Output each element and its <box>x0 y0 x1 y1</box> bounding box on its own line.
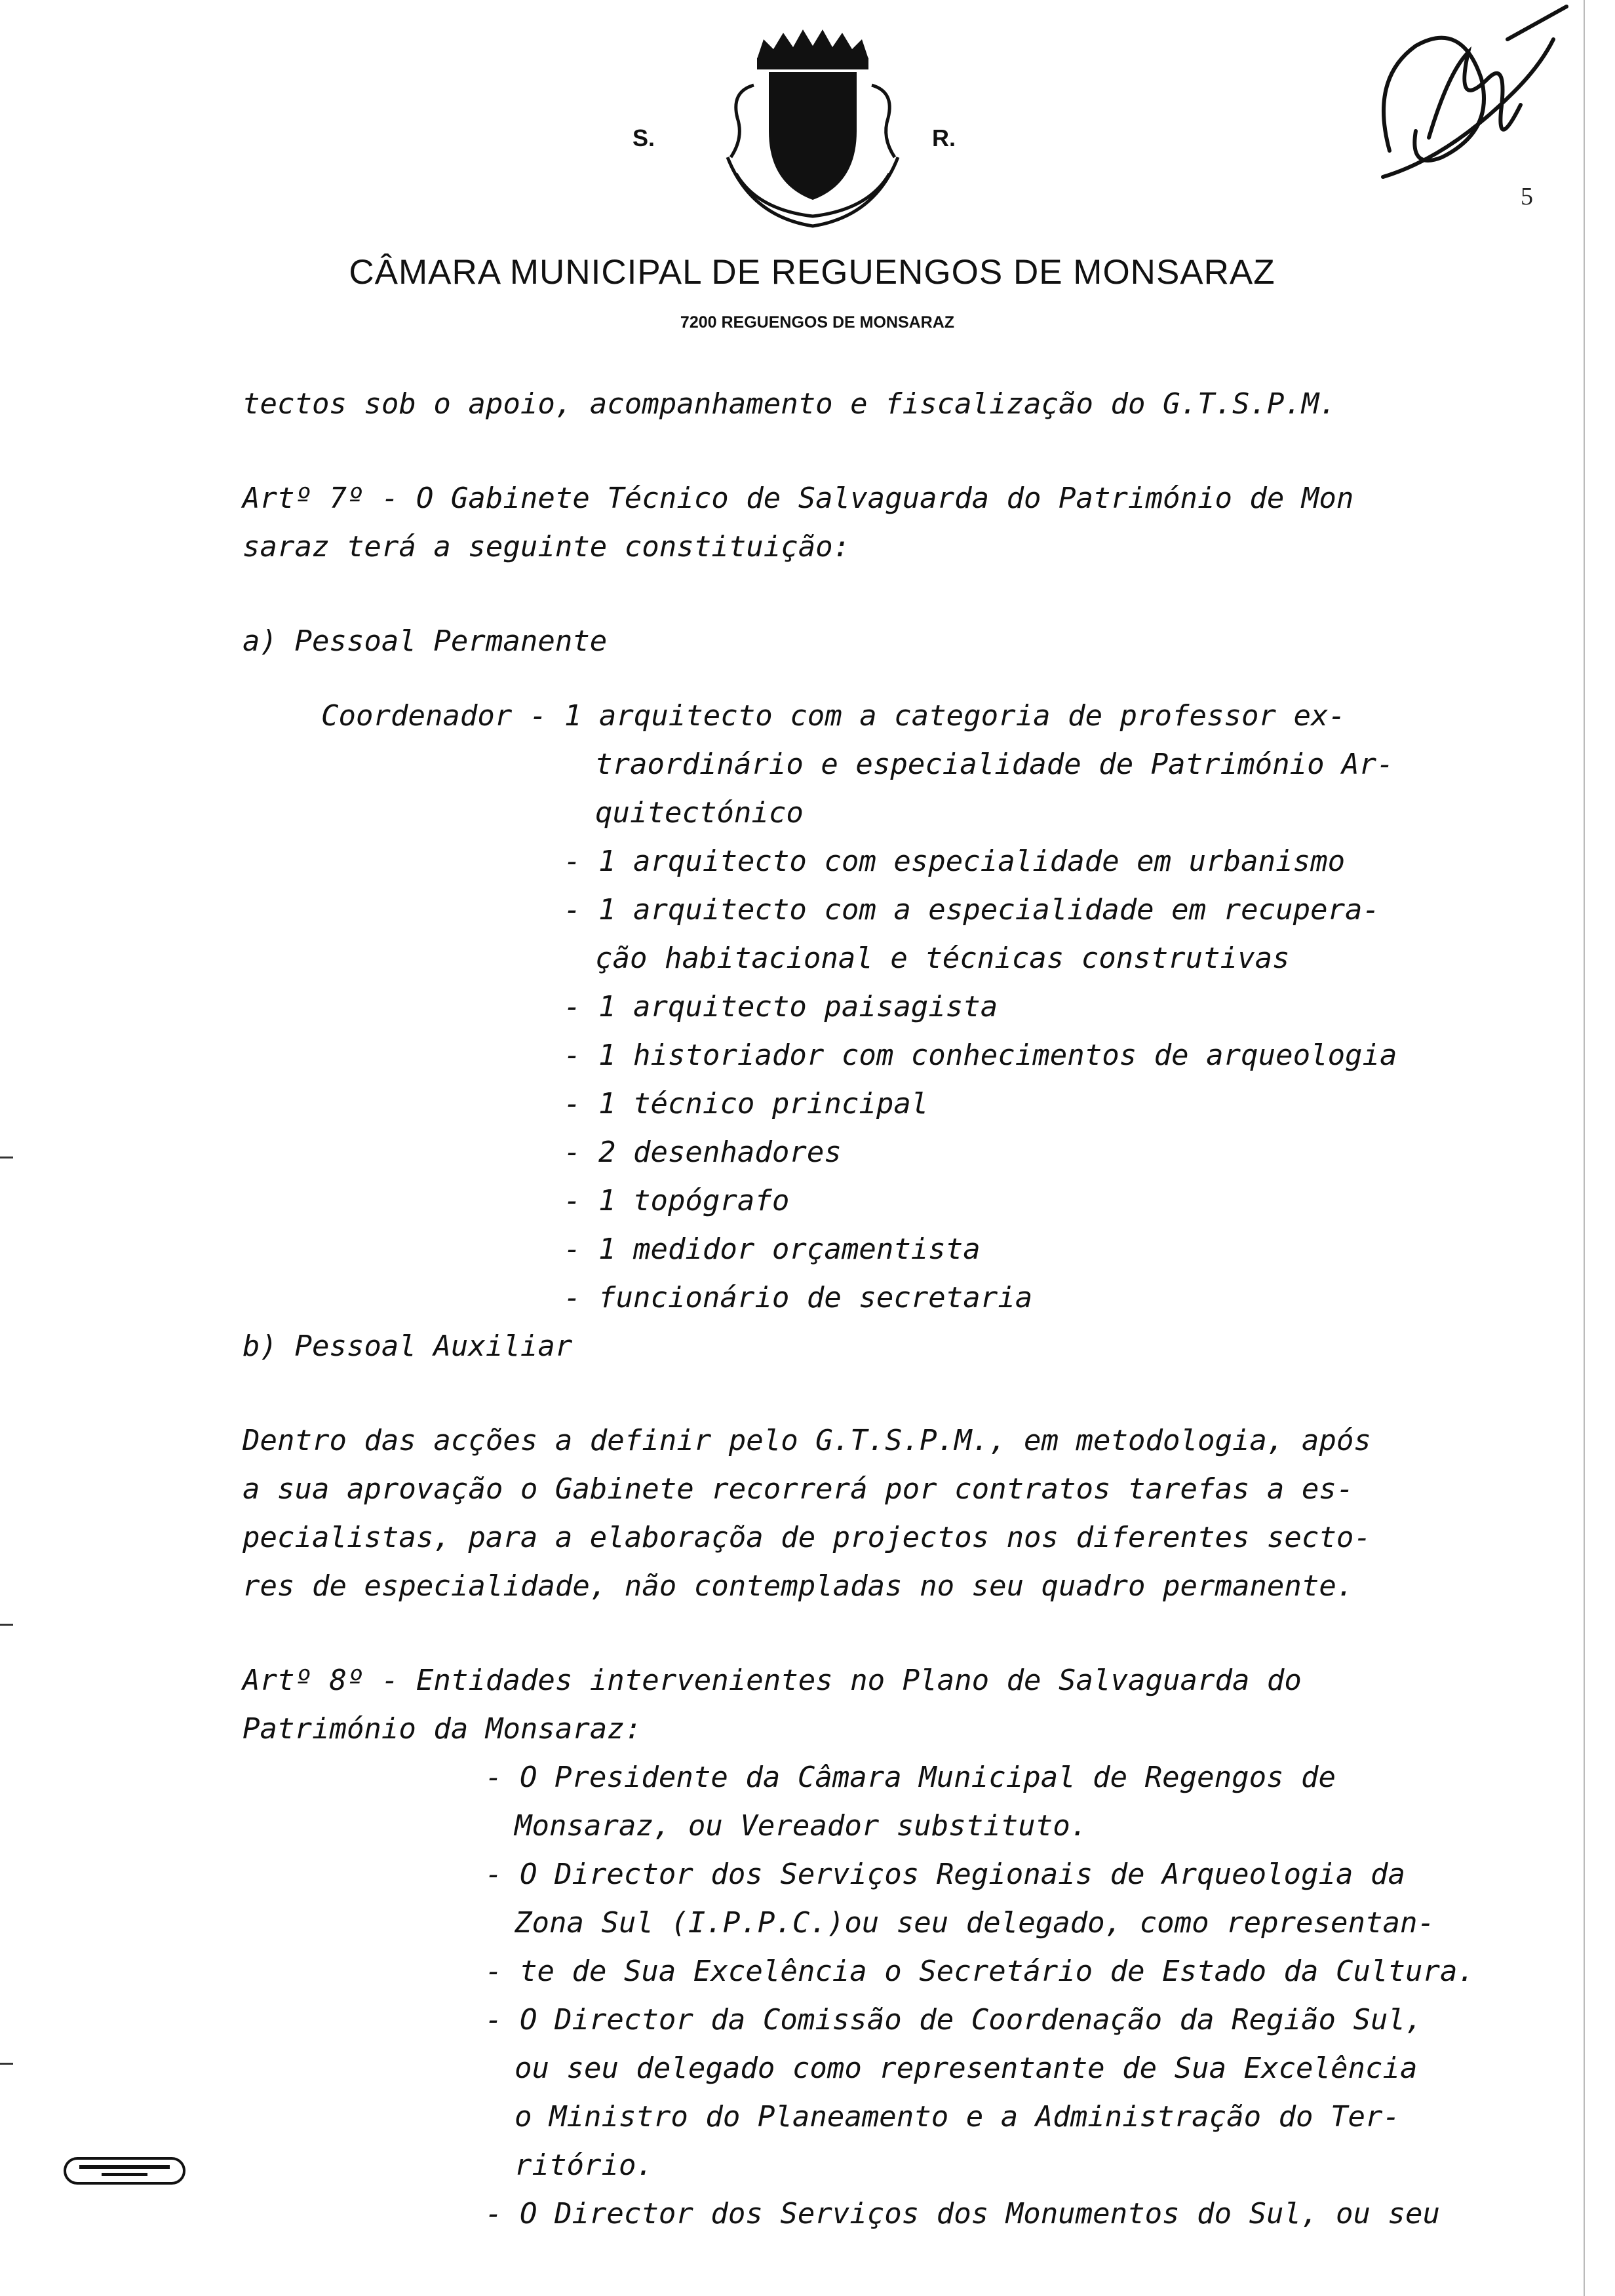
seal-letter-s: S. <box>632 124 655 151</box>
text-line: Património da Monsaraz: <box>243 1712 642 1746</box>
text-line: res de especialidade, não contempladas no seu quadro permanente. <box>243 1569 1354 1603</box>
page-edge <box>1584 0 1585 2296</box>
margin-mark <box>0 1157 13 1158</box>
margin-mark <box>0 1624 13 1626</box>
article-7-heading: Artº 7º - O Gabinete Técnico de Salvaguarda do Património de Mon <box>243 482 1354 515</box>
list-item: - 1 arquitecto com a especialidade em recupera- <box>564 893 1380 927</box>
list-item: - O Presidente da Câmara Municipal de Regengos de <box>485 1761 1336 1794</box>
municipal-seal-icon <box>691 20 934 236</box>
list-item-continuation: ção habitacional e técnicas construtivas <box>595 942 1290 975</box>
municipality-address: 7200 REGUENGOS DE MONSARAZ <box>680 313 955 332</box>
text-line: tectos sob o apoio, acompanhamento e fiscalização do G.T.S.P.M. <box>243 387 1336 421</box>
stamp-icon <box>62 2154 187 2187</box>
list-item: - O Director da Comissão de Coordenação da Região Sul, <box>485 2003 1423 2037</box>
list-item-continuation: ou seu delegado como representante de Sua Excelência <box>515 2052 1418 2085</box>
list-item: - 1 técnico principal <box>564 1087 929 1120</box>
list-item-continuation: ritório. <box>515 2149 653 2182</box>
list-item: - funcionário de secretaria <box>564 1281 1033 1314</box>
list-item: - 2 desenhadores <box>564 1136 842 1169</box>
list-item: - O Director dos Serviços Regionais de Arqueologia da <box>485 1858 1405 1891</box>
text-line: Dentro das acções a definir pelo G.T.S.P.M., em metodologia, após <box>243 1424 1371 1457</box>
list-item: - 1 topógrafo <box>564 1184 790 1217</box>
list-item: - 1 arquitecto paisagista <box>564 990 998 1024</box>
municipality-title: CÂMARA MUNICIPAL DE REGUENGOS DE MONSARAZ <box>349 253 1275 292</box>
list-item-continuation: traordinário e especialidade de Património Ar- <box>595 748 1394 781</box>
text-line: saraz terá a seguinte constituição: <box>243 530 851 564</box>
list-item: - 1 arquitecto com especialidade em urbanismo <box>564 845 1346 878</box>
seal-letter-r: R. <box>932 124 956 151</box>
list-item-continuation: Zona Sul (I.P.P.C.)ou seu delegado, como representan- <box>515 1906 1435 1940</box>
signature-icon <box>1357 0 1573 197</box>
list-item: - O Director dos Serviços dos Monumentos do Sul, ou seu <box>485 2197 1440 2230</box>
list-item-continuation: o Ministro do Planeamento e a Administração do Ter- <box>515 2100 1401 2133</box>
margin-mark <box>0 2063 13 2065</box>
text-line: a sua aprovação o Gabinete recorrerá por contratos tarefas a es- <box>243 1472 1354 1506</box>
article-8-heading: Artº 8º - Entidades intervenientes no Plano de Salvaguarda do <box>243 1664 1302 1697</box>
list-item: - 1 historiador com conhecimentos de arqueologia <box>564 1039 1397 1072</box>
list-item: - 1 medidor orçamentista <box>564 1233 981 1266</box>
list-item: - te de Sua Excelência o Secretário de Estado da Cultura. <box>485 1955 1475 1988</box>
document-body <box>243 380 1547 2238</box>
page-number: 5 <box>1521 183 1533 210</box>
list-item-continuation: quitectónico <box>595 796 804 830</box>
section-b-heading: b) Pessoal Auxiliar <box>243 1330 573 1363</box>
section-a-heading: a) Pessoal Permanente <box>243 624 608 658</box>
text-line: pecialistas, para a elaboraçõa de projectos nos diferentes secto- <box>243 1521 1371 1554</box>
list-item-continuation: Monsaraz, ou Vereador substituto. <box>515 1809 1088 1843</box>
list-item: Coordenador - 1 arquitecto com a categoria de professor ex- <box>321 699 1346 733</box>
